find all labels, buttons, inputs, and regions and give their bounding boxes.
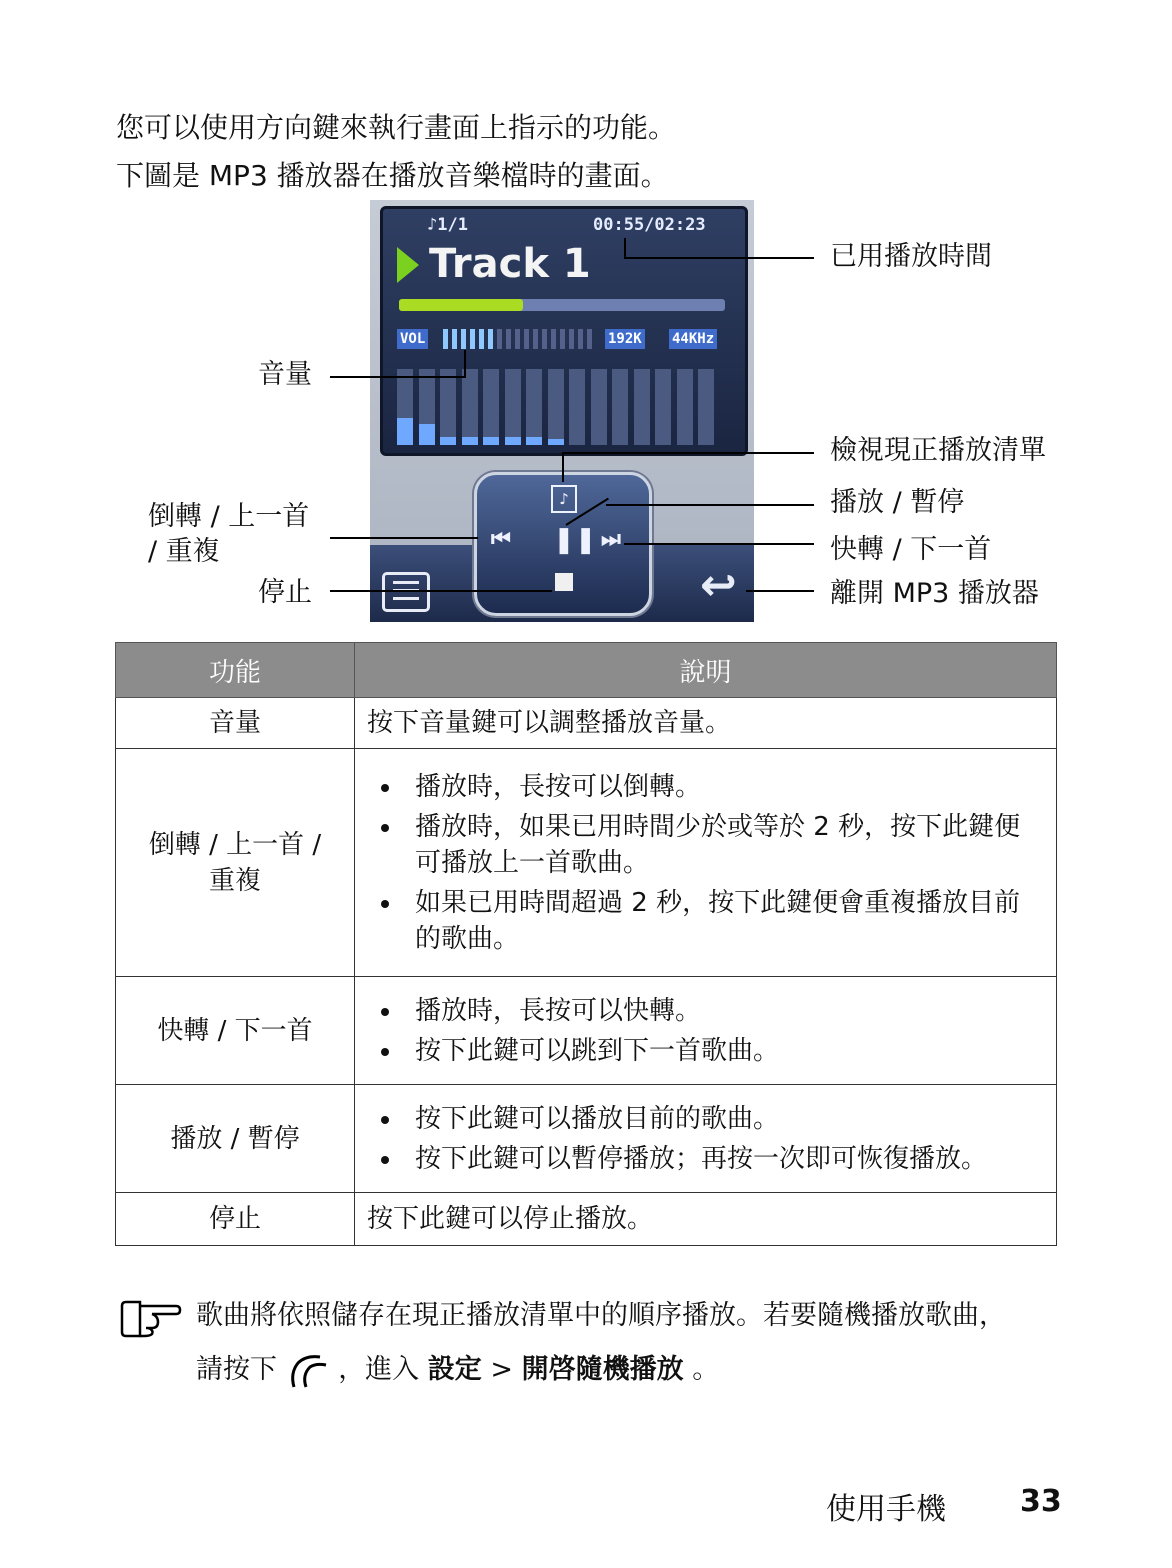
- page-number: 33: [1020, 1484, 1062, 1519]
- note-text-line-1: 歌曲將依照儲存在現正播放清單中的順序播放。若要隨機播放歌曲，: [196, 1300, 1006, 1331]
- equalizer-level: [548, 439, 564, 445]
- note-middle: ，進入: [338, 1354, 420, 1385]
- equalizer-column: [569, 369, 585, 445]
- volume-segment: [524, 329, 529, 349]
- equalizer-column: [548, 369, 564, 445]
- function-cell: 音量: [116, 698, 355, 749]
- equalizer-bars: [397, 369, 733, 445]
- callout-line-playlist: [562, 452, 814, 454]
- description-cell: [355, 749, 1057, 977]
- function-text-line-1: 倒轉 / 上一首 /: [148, 829, 322, 860]
- shuffle-option-label: 開啓隨機播放: [521, 1354, 684, 1385]
- callout-line-volume-v: [464, 350, 466, 377]
- description-cell: [355, 1085, 1057, 1193]
- list-item: • 按下此鍵可以跳到下一首歌曲。: [403, 1033, 1046, 1069]
- menu-list-icon[interactable]: [382, 572, 430, 612]
- table-header-row: [116, 643, 1057, 698]
- settings-menu-label: 設定: [427, 1354, 482, 1385]
- stop-square-icon[interactable]: [555, 573, 573, 591]
- function-cell: 播放 / 暫停: [116, 1085, 355, 1193]
- equalizer-level: [440, 437, 456, 445]
- track-title: Track 1: [429, 241, 591, 287]
- equalizer-column: [483, 369, 499, 445]
- back-arrow-icon[interactable]: ↩: [700, 560, 737, 611]
- note-text-line-2: [196, 1352, 719, 1389]
- progress-fill: [399, 299, 523, 311]
- volume-segment: [470, 329, 475, 349]
- callout-line-exit: [746, 590, 814, 592]
- playback-time: 00:55/02:23: [593, 215, 706, 235]
- description-list: [367, 769, 1046, 957]
- music-note-square-icon[interactable]: ♪: [551, 485, 577, 513]
- equalizer-column: [505, 369, 521, 445]
- equalizer-column: [677, 369, 693, 445]
- callout-line-forward: [624, 543, 814, 545]
- table-row: [116, 749, 1057, 977]
- equalizer-column: [591, 369, 607, 445]
- equalizer-column: [612, 369, 628, 445]
- volume-segment: [506, 329, 511, 349]
- volume-segment: [542, 329, 547, 349]
- equalizer-level: [505, 437, 521, 445]
- table-row: [116, 1085, 1057, 1193]
- callout-exit: 離開 MP3 播放器: [830, 578, 1039, 609]
- bitrate-badge: 192K: [605, 329, 645, 349]
- description-cell: 按下音量鍵可以調整播放音量。: [355, 698, 1057, 749]
- rewind-icon[interactable]: ⏮: [491, 527, 511, 552]
- volume-segment: [578, 329, 583, 349]
- callout-line-time-v: [624, 238, 626, 258]
- menu-separator: >: [490, 1354, 522, 1385]
- function-cell: 停止: [116, 1193, 355, 1246]
- callout-elapsed-time: 已用播放時間: [830, 241, 992, 272]
- function-table: [115, 642, 1057, 1246]
- equalizer-level: [419, 424, 435, 445]
- equalizer-column: [655, 369, 671, 445]
- callout-line-play-pause: [606, 504, 814, 506]
- volume-segment: [587, 329, 592, 349]
- equalizer-column: [526, 369, 542, 445]
- progress-bar: [399, 299, 725, 311]
- pause-icon[interactable]: ❚❚: [553, 525, 597, 555]
- intro-line-1: 您可以使用方向鍵來執行畫面上指示的功能。: [116, 111, 677, 144]
- intro-line-2: 下圖是 MP3 播放器在播放音樂檔時的畫面。: [116, 159, 669, 192]
- description-cell: [355, 977, 1057, 1085]
- function-cell: 快轉 / 下一首: [116, 977, 355, 1085]
- callout-play-pause: 播放 / 暫停: [830, 487, 965, 518]
- header-description: 說明: [355, 643, 1057, 698]
- equalizer-column: [419, 369, 435, 445]
- callout-line-time: [624, 257, 814, 259]
- pointing-hand-icon: [118, 1298, 182, 1340]
- volume-segment: [452, 329, 457, 349]
- volume-segment: [515, 329, 520, 349]
- equalizer-column: [698, 369, 714, 445]
- volume-segment: [488, 329, 493, 349]
- function-text-line-2: 重複: [208, 865, 261, 896]
- callout-line-rewind: [330, 537, 478, 539]
- volume-segment: [443, 329, 448, 349]
- list-item: • 如果已用時間超過 2 秒，按下此鍵便會重複播放目前的歌曲。: [403, 885, 1046, 957]
- volume-segment: [569, 329, 574, 349]
- equalizer-level: [483, 437, 499, 445]
- volume-segment: [560, 329, 565, 349]
- equalizer-level: [462, 437, 478, 445]
- play-arrow-icon: [397, 247, 419, 283]
- description-list: [367, 1101, 1046, 1177]
- volume-segment: [461, 329, 466, 349]
- note-suffix: 。: [692, 1354, 720, 1385]
- mp3-player-screenshot: [370, 200, 754, 622]
- callout-view-playlist: 檢視現正播放清單: [830, 435, 1046, 466]
- sample-rate-badge: 44KHz: [669, 329, 717, 349]
- equalizer-column: [440, 369, 456, 445]
- equalizer-column: [462, 369, 478, 445]
- equalizer-column: [397, 369, 413, 445]
- header-function: 功能: [116, 643, 355, 698]
- footer-section-label: 使用手機: [826, 1492, 946, 1527]
- player-display: [380, 206, 748, 456]
- table-row: [116, 977, 1057, 1085]
- list-item: • 播放時，長按可以倒轉。: [403, 769, 1046, 805]
- note-prefix: 請按下: [196, 1354, 277, 1385]
- callout-line-volume: [330, 376, 466, 378]
- table-row: [116, 1193, 1057, 1246]
- equalizer-level: [397, 418, 413, 445]
- track-count: ♪1/1: [427, 215, 468, 235]
- callout-line-stop: [330, 590, 552, 592]
- volume-label: VOL: [397, 329, 428, 349]
- callout-volume: 音量: [258, 359, 312, 390]
- equalizer-column: [634, 369, 650, 445]
- callout-line-playlist-v: [562, 452, 564, 482]
- volume-segment: [479, 329, 484, 349]
- list-item: • 按下此鍵可以暫停播放；再按一次即可恢復播放。: [403, 1141, 1046, 1177]
- description-cell: 按下此鍵可以停止播放。: [355, 1193, 1057, 1246]
- fast-forward-icon[interactable]: ⏭: [601, 527, 621, 552]
- callout-stop: 停止: [258, 577, 312, 608]
- description-list: [367, 993, 1046, 1069]
- hand-key-icon: [286, 1353, 330, 1389]
- volume-segment: [533, 329, 538, 349]
- callout-rewind-line-2: / 重複: [148, 536, 220, 567]
- callout-rewind-line-1: 倒轉 / 上一首: [148, 501, 310, 532]
- function-cell: [116, 749, 355, 977]
- volume-segment: [497, 329, 502, 349]
- volume-segment: [551, 329, 556, 349]
- list-item: • 按下此鍵可以播放目前的歌曲。: [403, 1101, 1046, 1137]
- callout-forward: 快轉 / 下一首: [830, 534, 992, 565]
- table-row: [116, 698, 1057, 749]
- list-item: • 播放時，長按可以快轉。: [403, 993, 1046, 1029]
- list-item: • 播放時，如果已用時間少於或等於 2 秒，按下此鍵便可播放上一首歌曲。: [403, 809, 1046, 881]
- equalizer-level: [526, 437, 542, 445]
